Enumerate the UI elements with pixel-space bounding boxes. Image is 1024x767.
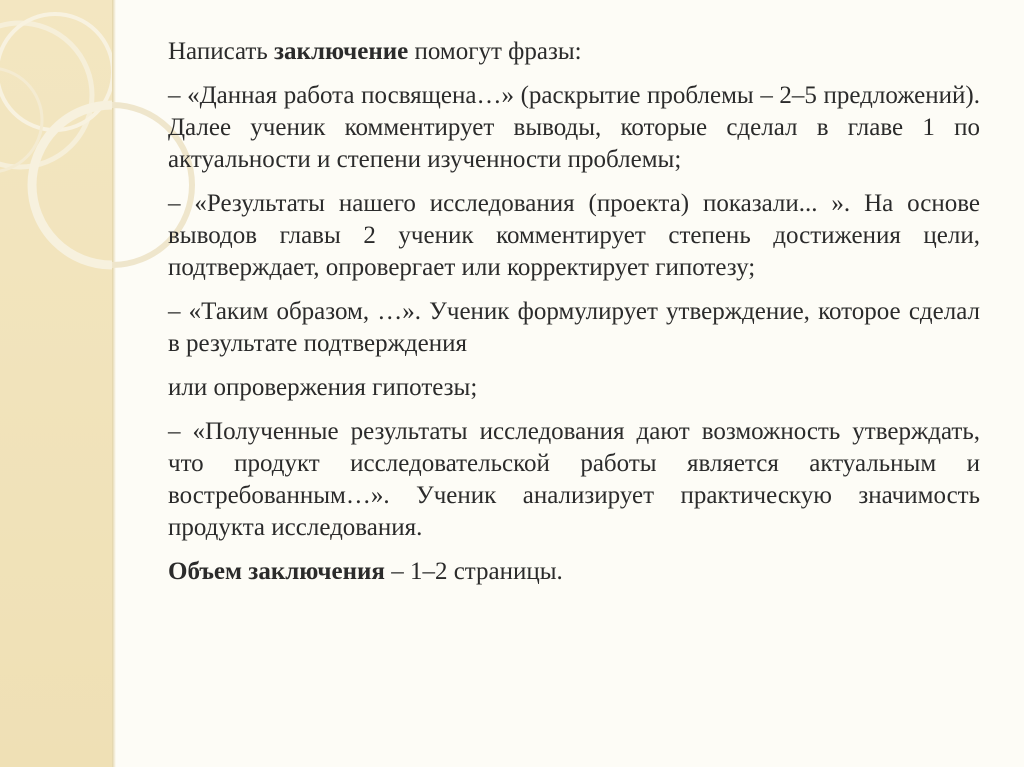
decorative-side-panel: [0, 0, 112, 767]
phrase-item-3: – «Таким образом, …». Ученик формулирует утверждение, которое сделал в результате подтверждения: [168, 298, 980, 357]
volume-suffix: – 1–2 страницы.: [384, 558, 563, 585]
phrase-item-4: – «Полученные результаты исследования дают возможность утверждать, что продукт исследовательской работы является актуальным и востребованным…». Ученик анализирует практическую значимость продукта исследования.: [168, 418, 980, 541]
intro-prefix: Написать: [168, 38, 275, 65]
slide-content: [168, 36, 980, 600]
intro-bold: заключение: [274, 38, 409, 65]
phrase-item-3-continued: или опровержения гипотезы;: [168, 374, 478, 401]
volume-line: [168, 556, 980, 588]
decorative-rings: [0, 0, 112, 767]
intro-suffix: помогут фразы:: [408, 38, 582, 65]
phrase-item-2: – «Результаты нашего исследования (проекта) показали... ». На основе выводов главы 2 ученик комментирует степень достижения цели, подтверждает, опровергает или корректирует гипотезу;: [168, 190, 980, 281]
volume-bold: Объем заключения: [168, 558, 385, 585]
intro-line: [168, 36, 980, 68]
phrase-item-1: – «Данная работа посвящена…» (раскрытие проблемы – 2–5 предложений). Далее ученик комментирует выводы, которые сделал в главе 1 по актуальности и степени изученности проблемы;: [168, 82, 980, 173]
